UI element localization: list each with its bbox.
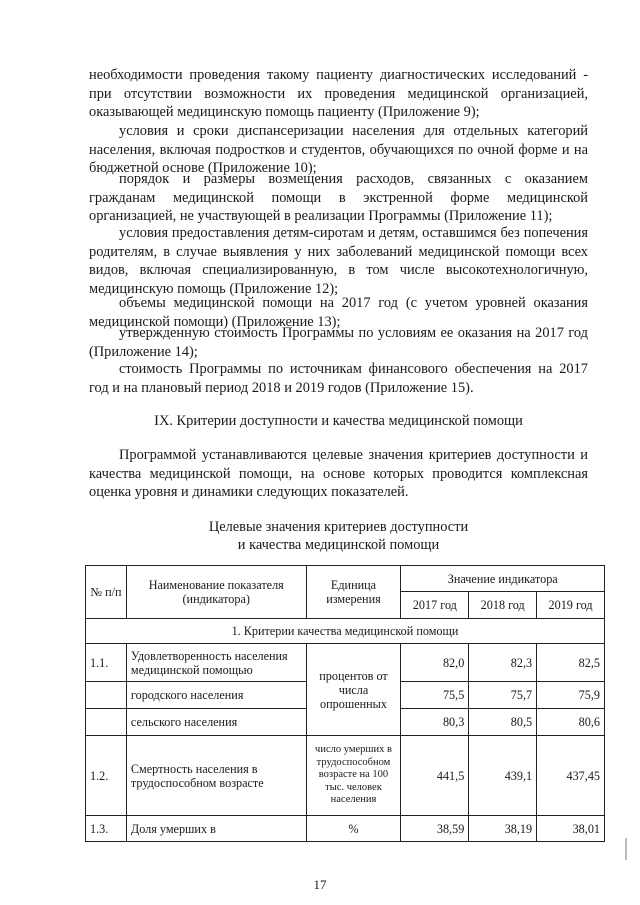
value-cell: 38,19 <box>469 816 537 842</box>
table-title-line-1: Целевые значения критериев доступности <box>208 519 469 535</box>
value-cell: 80,6 <box>537 709 605 736</box>
table-title-line-2: и качества медицинской помощи <box>237 537 440 553</box>
row-name: Смертность населения в трудоспособном возрасте <box>126 736 306 816</box>
row-name: городского населения <box>126 682 306 709</box>
header-value: Значение индикатора <box>401 566 605 592</box>
paragraph-7: стоимость Программы по источникам финансового обеспечения на 2017 год и на плановый период 2018 и 2019 годов (Приложение 15). <box>89 361 588 396</box>
scan-edge-mark <box>625 838 627 860</box>
row-num: 1.2. <box>86 736 127 816</box>
paragraph-5: объемы медицинской помощи на 2017 год (с учетом уровней оказания медицинской помощи) (Приложение 13); <box>89 295 588 330</box>
value-cell: 38,59 <box>401 816 469 842</box>
header-year: 2017 год <box>401 592 469 619</box>
paragraph-6: утвержденную стоимость Программы по условиям ее оказания на 2017 год (Приложение 14); <box>89 325 588 360</box>
value-cell: 75,5 <box>401 682 469 709</box>
unit-cell: число умерших в трудоспособном возрасте на 100 тыс. человек населения <box>306 736 401 816</box>
paragraph-1: необходимости проведения такому пациенту диагностических исследований - при отсутствии возможности их проведения медицинской организацией, оказывающей медицинскую помощь пациенту (Приложение 9); <box>89 67 588 121</box>
value-cell: 439,1 <box>469 736 537 816</box>
section-heading: IX. Критерии доступности и качества медицинской помощи <box>154 413 523 429</box>
value-cell: 441,5 <box>401 736 469 816</box>
value-cell: 82,3 <box>469 644 537 682</box>
paragraph-4: условия предоставления детям-сиротам и детям, оставшимся без попечения родителям, в случае выявления у них заболеваний медицинской помощи всех видов, включая специализированную, в том числе высокотехнологичную, медицинскую помощь (Приложение 12); <box>89 225 588 297</box>
value-cell: 75,7 <box>469 682 537 709</box>
row-num <box>86 682 127 709</box>
row-num: 1.3. <box>86 816 127 842</box>
row-name: сельского населения <box>126 709 306 736</box>
value-cell: 80,3 <box>401 709 469 736</box>
unit-cell: % <box>306 816 401 842</box>
paragraph-3: порядок и размеры возмещения расходов, связанных с оказанием гражданам медицинской помощи в экстренной форме медицинской организацией, не участвующей в реализации Программы (Приложение 11); <box>89 171 588 225</box>
value-cell: 437,45 <box>537 736 605 816</box>
unit-cell: процентов от числа опрошенных <box>306 644 401 736</box>
header-unit: Единица измерения <box>306 566 401 619</box>
header-name: Наименование показателя (индикатора) <box>126 566 306 619</box>
intro-paragraph: Программой устанавливаются целевые значения критериев доступности и качества медицинской помощи, на основе которых проводится комплексная оценка уровня и динамики следующих показателей. <box>89 447 588 501</box>
value-cell: 82,5 <box>537 644 605 682</box>
row-name: Удовлетворенность населения медицинской помощью <box>126 644 306 682</box>
header-num: № п/п <box>86 566 127 619</box>
header-year: 2018 год <box>469 592 537 619</box>
section-row: 1. Критерии качества медицинской помощи <box>86 619 605 644</box>
value-cell: 75,9 <box>537 682 605 709</box>
criteria-table <box>85 565 605 842</box>
row-name: Доля умерших в <box>126 816 306 842</box>
value-cell: 80,5 <box>469 709 537 736</box>
page-number: 17 <box>313 877 327 892</box>
row-num <box>86 709 127 736</box>
header-year: 2019 год <box>537 592 605 619</box>
row-num: 1.1. <box>86 644 127 682</box>
value-cell: 82,0 <box>401 644 469 682</box>
value-cell: 38,01 <box>537 816 605 842</box>
paragraph-2: условия и сроки диспансеризации населения для отдельных категорий населения, включая подростков и студентов, обучающихся по очной форме и на бюджетной основе (Приложение 10); <box>89 123 588 177</box>
